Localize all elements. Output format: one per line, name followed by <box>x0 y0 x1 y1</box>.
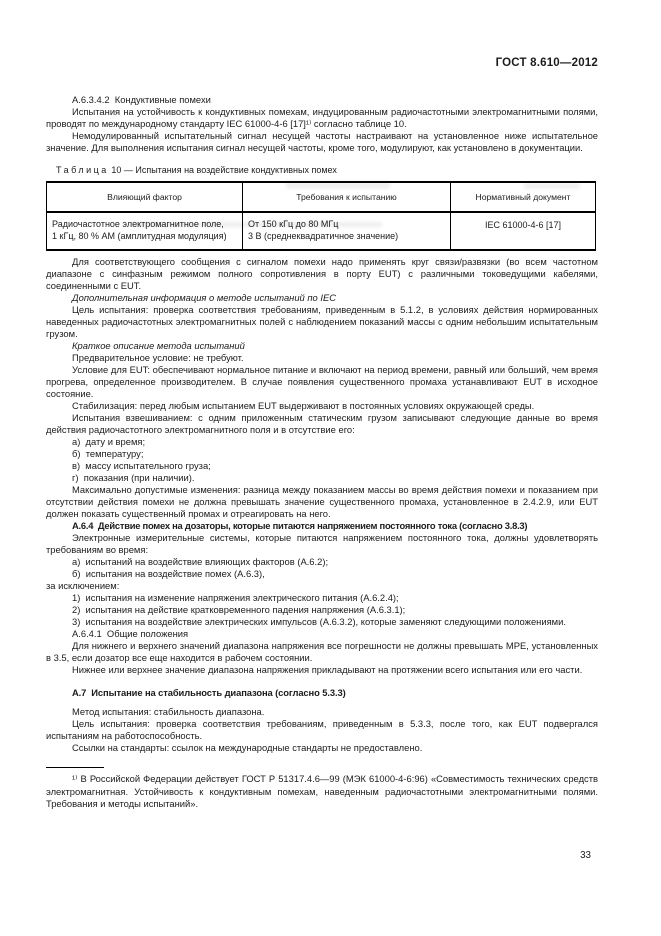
cell-document: IEC 61000-4-6 [17] <box>451 212 596 250</box>
paragraph: 3) испытания на воздействие электрических импульсов (А.6.3.2), которые заменяют следующими положениями. <box>72 616 566 627</box>
paragraph: А.6.4.1 Общие положения <box>72 628 189 639</box>
conducted-disturbance-table <box>46 181 596 251</box>
column-header-factor: Влияющий фактор <box>47 182 243 212</box>
paragraph: б) температуру; <box>72 448 144 459</box>
text-blocks-after-table <box>46 256 598 754</box>
paragraph: Метод испытания: стабильность диапазона. <box>72 706 265 717</box>
table-caption-text: Испытания на воздействие кондуктивных помех <box>135 165 337 175</box>
page-number: 33 <box>580 850 591 861</box>
paragraph: за исключением: <box>46 580 120 591</box>
paragraph: А.6.3.4.2 Кондуктивные помехи <box>72 94 211 105</box>
paragraph: 1) испытания на изменение напряжения электрического питания (А.6.2.4); <box>72 592 399 603</box>
cell-factor <box>47 212 243 250</box>
paragraph: а) испытаний на воздействие влияющих факторов (А.6.2); <box>72 556 329 567</box>
table-caption-word: Таблица <box>56 165 109 175</box>
column-header-requirement: Требования к испытанию <box>243 182 451 212</box>
footnote-rule <box>46 767 104 768</box>
column-header-document: Нормативный документ <box>451 182 596 212</box>
footnote-body: В Российской Федерации действует ГОСТ Р 51317.4.6—99 (МЭК 61000-4-6:96) «Совместимость технических средств электромагнитная. Устойчивость к кондуктивным помехам, наведенным радиочастотными электромагнитными полями. Требования и методы испытаний». <box>46 773 598 810</box>
cell-requirement <box>243 212 451 250</box>
paragraph: Краткое описание метода испытаний <box>72 340 245 351</box>
cell-factor-line2: 1 кГц, 80 % АМ (амплитудная модуляция) <box>52 231 227 241</box>
paragraph: Дополнительная информация о методе испытаний по IEC <box>72 292 336 303</box>
paragraph: Испытания взвешиванием: с одним приложенным статическим грузом записывают следующие данные во время действия радиочастотного электромагнитного поля и в отсутствие его: <box>46 412 598 435</box>
paragraph: Ссылки на стандарты: ссылок на международные стандарты не предоставлено. <box>72 742 423 753</box>
cell-factor-line1: Радиочастотное электромагнитное поле, <box>52 219 224 229</box>
paragraph: Испытания на устойчивость к кондуктивных помехам, индуцированным радиочастотными электромагнитными полями, проводят по международному стандарту IEC 61000-4-6 [17]¹⁾ согласно таблице 10. <box>46 106 598 129</box>
paragraph: Стабилизация: перед любым испытанием EUT выдерживают в постоянных условиях окружающей среды. <box>72 400 535 411</box>
paragraph: А.6.4 Действие помех на дозаторы, которые питаются напряжением постоянного тока (согласно 3.8.3) <box>72 520 528 531</box>
paragraph: Цель испытания: проверка соответствия требованиям, приведенным в 5.3.3, после того, как EUT подвергался испытаниям на работоспособность. <box>46 718 598 741</box>
table-caption <box>56 164 598 176</box>
paragraph: Предварительное условие: не требуют. <box>72 352 244 363</box>
paragraph: в) массу испытательного груза; <box>72 460 211 471</box>
paragraph: Электронные измерительные системы, которые питаются напряжением постоянного тока, должны удовлетворять требованиям во время: <box>46 532 598 555</box>
footnote-text <box>46 773 598 811</box>
paragraph: б) испытания на воздействие помех (А.6.3), <box>72 568 265 579</box>
paragraph: 2) испытания на действие кратковременного падения напряжения (А.6.3.1); <box>72 604 406 615</box>
footnote <box>46 767 598 811</box>
paragraph: а) дату и время; <box>72 436 146 447</box>
text-blocks-before-table <box>46 94 598 154</box>
table-caption-number: 10 <box>111 165 122 175</box>
paragraph: Условие для EUT: обеспечивают нормальное питание и включают на период времени, равный или больший, чем время прогрева, определенное производителем. В случае появления существенного промаха устанавливают EUT в исходное состояние. <box>46 364 598 399</box>
document-header: ГОСТ 8.610—2012 <box>495 57 598 69</box>
paragraph: А.7 Испытание на стабильность диапазона (согласно 5.3.3) <box>72 687 346 698</box>
paragraph: Для нижнего и верхнего значений диапазона напряжения все погрешности не должны превышать MPE, установленных в 3.5, если дозатор все еще находится в рабочем состоянии. <box>46 640 598 663</box>
content-area <box>46 57 598 811</box>
footnote-marker: ¹⁾ <box>72 773 78 784</box>
paragraph: Нижнее или верхнее значение диапазона напряжения прикладывают на протяжении всего испытания или его части. <box>72 664 583 675</box>
paragraph: Цель испытания: проверка соответствия требованиям, приведенным в 5.1.2, в условиях действия нормированных наведенных радиочастотных электромагнитных полей с наблюдением показаний массы с одним небольшим испытательным грузом. <box>46 304 598 339</box>
cell-requirement-line2: 3 В (среднеквадратичное значение) <box>248 231 399 241</box>
paragraph: г) показания (при наличии). <box>72 472 195 483</box>
paragraph: Для соответствующего сообщения с сигналом помехи надо применять круг связи/развязки (во всем частотном диапазоне с синфазным режимом полного сопротивления в порту EUT) с различными токоведущими кабелями, соединенными с EUT. <box>46 256 598 291</box>
paragraph: Немодулированный испытательный сигнал несущей частоты настраивают на установленное ниже испытательное значение. Для выполнения испытания сигнал несущей частоты, кроме того, модулируют, как установлено в документации. <box>46 130 598 153</box>
paragraph: Максимально допустимые изменения: разница между показанием массы во время действия помехи и показанием при отсутствии действия помехи не должна превышать значение существенного промаха, установленное в 2.4.2.9, или EUT должен показать существенный промах и отреагировать на него. <box>46 484 598 519</box>
table-header-row <box>47 182 596 212</box>
table-row <box>47 212 596 250</box>
cell-requirement-line1: От 150 кГц до 80 МГц <box>248 219 339 229</box>
table-caption-dash: — <box>123 165 133 175</box>
